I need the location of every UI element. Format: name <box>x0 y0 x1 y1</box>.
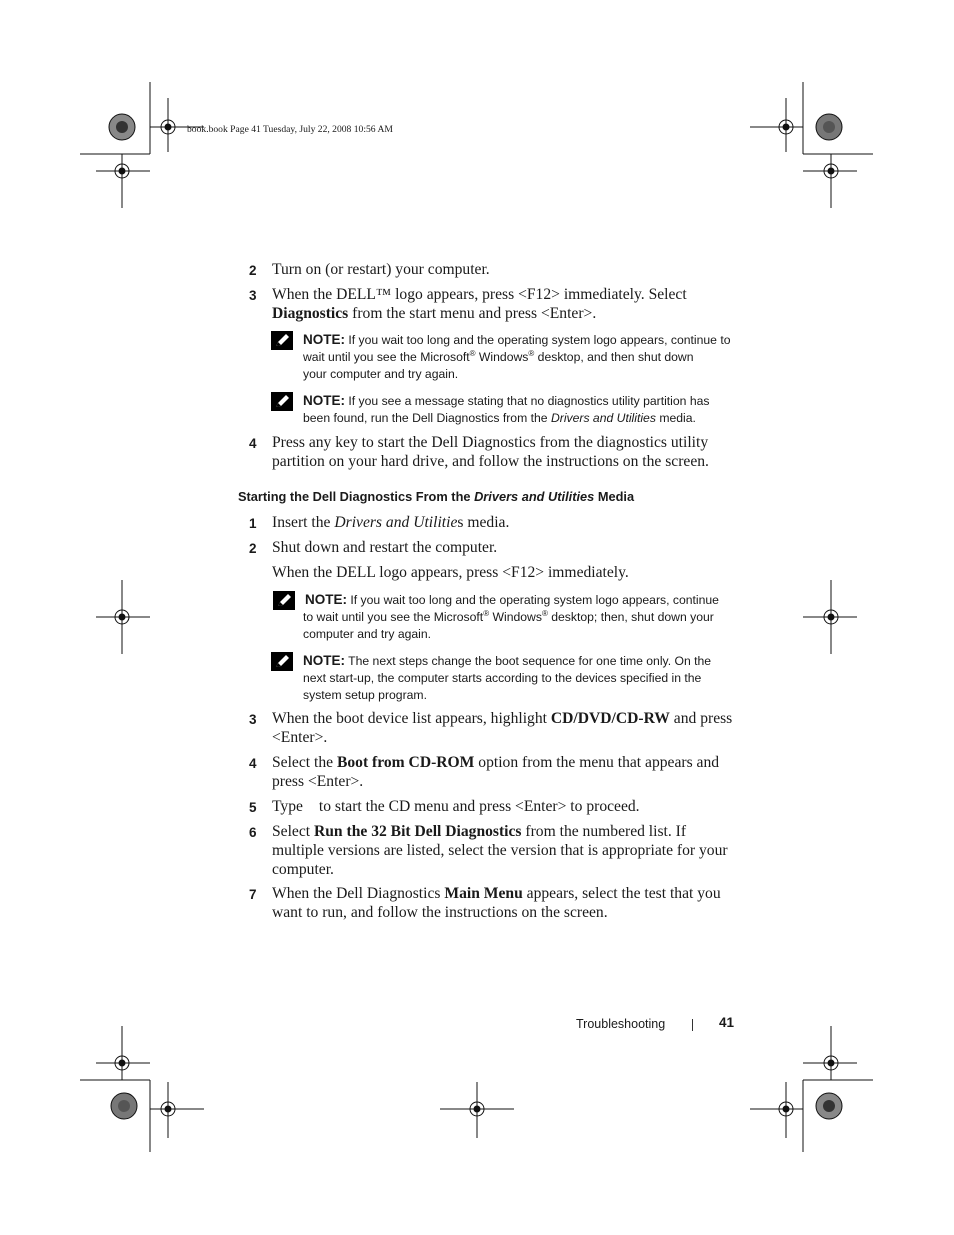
step-text: When the boot device list appears, highlight CD/DVD/CD-RW and press <Enter>. <box>272 710 733 746</box>
note-label: NOTE: <box>305 592 347 607</box>
section-heading: Starting the Dell Diagnostics From the Drivers and Utilities Media <box>238 489 635 504</box>
footer-section-name: Troubleshooting <box>576 1017 666 1031</box>
note-pencil-icon <box>273 591 295 610</box>
note-label: NOTE: <box>303 393 345 408</box>
step-number: 2 <box>249 541 257 556</box>
step-number: 3 <box>249 712 257 727</box>
page-number: 41 <box>719 1015 735 1030</box>
step-text: Insert the Drivers and Utilities media. <box>272 514 510 531</box>
step-text: Shut down and restart the computer. <box>272 539 498 556</box>
footer-divider <box>692 1019 693 1031</box>
step-text: When the Dell Diagnostics Main Menu appears, select the test that you want to run, and follow the instructions on the screen. <box>272 885 721 921</box>
step-text: When the DELL logo appears, press <F12> immediately. <box>272 564 629 581</box>
step-text: Turn on (or restart) your computer. <box>272 261 490 278</box>
step-number: 4 <box>249 436 257 451</box>
note-label: NOTE: <box>303 332 345 347</box>
step-number: 5 <box>249 800 257 815</box>
step-text: Select Run the 32 Bit Dell Diagnostics from the numbered list. If multiple versions are listed, select the version that is appropriate for your computer. <box>272 823 728 878</box>
step-text: Type to start the CD menu and press <Enter> to proceed. <box>272 798 640 815</box>
step-text: Select the Boot from CD-ROM option from the menu that appears and press <Enter>. <box>272 754 720 790</box>
note-label: NOTE: <box>303 653 345 668</box>
note-pencil-icon <box>271 331 293 350</box>
note-pencil-icon <box>271 652 293 671</box>
step-text: Press any key to start the Dell Diagnostics from the diagnostics utility partition on your hard drive, and follow the instructions on the screen. <box>272 434 709 470</box>
print-header-info: book.book Page 41 Tuesday, July 22, 2008 10:56 AM <box>187 124 393 135</box>
menu-option-diagnostics: Diagnostics <box>272 305 349 322</box>
step-number: 1 <box>249 516 257 531</box>
step-number: 3 <box>249 288 257 303</box>
step-number: 6 <box>249 825 257 840</box>
step-number: 2 <box>249 263 257 278</box>
note-pencil-icon <box>271 392 293 411</box>
step-number: 4 <box>249 756 257 771</box>
step-number: 7 <box>249 887 257 902</box>
step-text: When the DELL™ logo appears, press <F12> immediately. Select Diagnostics from the start menu and press <Enter>. <box>272 286 687 322</box>
